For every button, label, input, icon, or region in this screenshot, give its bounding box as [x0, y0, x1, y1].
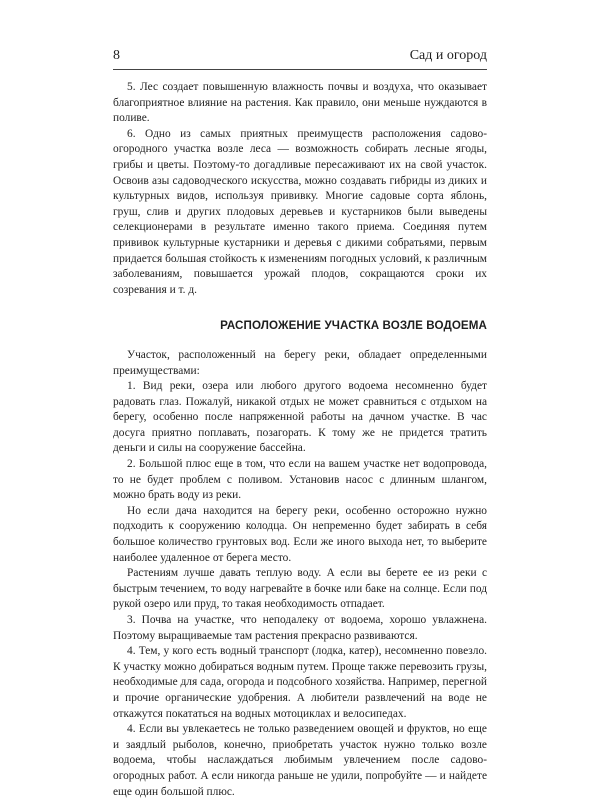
body-text: [113, 80, 487, 800]
paragraph: Участок, расположенный на берегу реки, обладает определенными преимуществами:: [113, 348, 487, 377]
paragraph: 5. Лес создает повышенную влажность почвы и воздуха, что оказывает благоприятное влияние на растения. Как правило, они меньше нуждаются в поливе.: [113, 81, 487, 125]
paragraph: Растениям лучше давать теплую воду. А если вы берете ее из реки с быстрым течением, то воду нагревайте в бочке или баке на солнце. Если под рукой озеро или пруд, то такая необходимость отпадает.: [113, 567, 487, 611]
page-number: 8: [113, 48, 120, 63]
paragraph: 3. Почва на участке, что неподалеку от водоема, хорошо увлажнена. Поэтому выращиваемые там растения прекрасно развиваются.: [113, 614, 487, 642]
paragraph: 2. Большой плюс еще в том, что если на вашем участке нет водопровода, то не будет проблем с поливом. Установив насос с длинным шлангом, можно брать воду из реки.: [113, 458, 487, 502]
paragraph: 6. Одно из самых приятных преимуществ расположения садово-огородного участка возле леса — возможность собирать лесные ягоды, грибы и цветы. Поэтому-то догадливые пересаживают их на свой участок. Освоив азы садоводческого искусства, можно создавать гибриды из диких и культурных видов, используя прививку. Многие садовые сорта яблонь, груш, слив и других плодовых деревьев и кустарников были выведены селекционерами в результате именно такого приема. Соединяя путем прививок культурные кустарники и деревья с дикими собратьями, первым придается большая стойкость к изменениям погодных условий, к различным заболеваниям, повышается урожай плодов, сокращаются сроки их созревания и т. д.: [113, 127, 487, 296]
paragraph: Но если дача находится на берегу реки, особенно осторожно нужно подходить к сооружению колодца. Он непременно будет забирать в себя большое количество грунтовых вод. Если же иного выхода нет, то выберите наиболее удаленное от берега место.: [113, 504, 487, 564]
page-header: [113, 44, 487, 68]
paragraph: 1. Вид реки, озера или любого другого водоема несомненно будет радовать глаз. Пожалуй, никакой отдых не может сравниться с отдыхом на берегу, особенно после напряженной работы на дачном участке. В час досуга приятно поплавать, позагорать. К тому же не придется тратить деньги и силы на сооружение бассейна.: [113, 380, 487, 455]
section-heading: РАСПОЛОЖЕНИЕ УЧАСТКА ВОЗЛЕ ВОДОЕМА: [220, 319, 487, 333]
header-rule: [113, 69, 487, 70]
paragraph: 4. Тем, у кого есть водный транспорт (лодка, катер), несомненно повезло. К участку можно добираться водным путем. Проще также перевозить грузы, необходимые для сада, огорода и подсобного хозяйства. Например, перегной и прочие органические удобрения. А любители развлечений на воде не откажутся покататься на водных мотоциклах и велосипедах.: [113, 645, 487, 720]
paragraph: 4. Если вы увлекаетесь не только разведением овощей и фруктов, но еще и заядлый рыболов, конечно, приобретать участок нужно только возле водоема, чтобы наслаждаться любимым увлечением после садово-огородных работ. А если никогда раньше не удили, попробуйте — и найдете еще один большой плюс.: [113, 723, 487, 798]
running-title: Сад и огород: [409, 48, 487, 63]
